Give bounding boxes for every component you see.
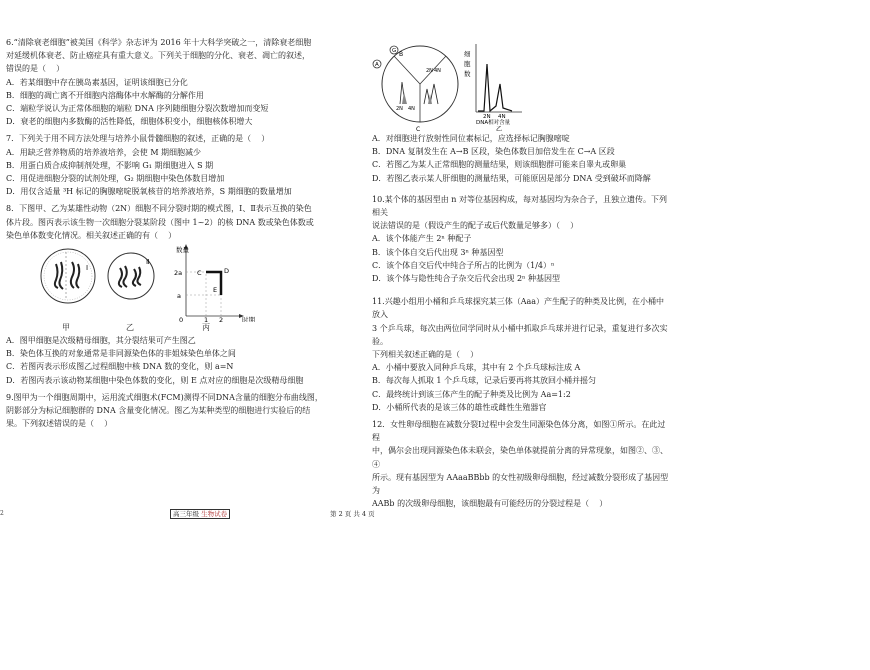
label-g: G xyxy=(392,48,397,54)
q11-option-d: D．小桶所代表的是该三体的雄性或雌性生殖器官 xyxy=(372,402,547,412)
question-6 xyxy=(6,36,368,128)
q10-option-b: B．该个体自交后代出现 3ⁿ 种基因型 xyxy=(372,247,504,257)
x-2n: 2N xyxy=(483,114,491,120)
x-origin: 0 xyxy=(179,316,184,323)
cell-jia xyxy=(41,249,95,303)
q11-option-a: A．小桶中要放入同种乒乓球，其中有 2 个乒乓球标注成 A xyxy=(372,363,581,373)
label-c: C xyxy=(416,126,421,132)
q9-stem-line: 阴影部分为标记细胞群的 DNA 含量变化情况。图乙为某种类型的细胞进行实验后的结 xyxy=(6,406,311,416)
y-title-char: 胞 xyxy=(464,60,471,68)
grade-badge xyxy=(170,509,230,519)
cell-cycle-circle xyxy=(373,46,458,132)
q8-figure-labels xyxy=(6,322,368,334)
peak-4n: 4N xyxy=(408,106,415,112)
label-bing: 丙 xyxy=(202,323,210,333)
q9-stem-line: 果。下列叙述错误的是（ ） xyxy=(6,419,113,429)
y-tick-a: a xyxy=(177,292,181,301)
q12-stem-line: 12．女性卵母细胞在减数分裂Ⅰ过程中会发生同源染色体分离，如图①所示。在此过程 xyxy=(372,420,666,443)
q8-figure xyxy=(6,242,368,322)
q9-options xyxy=(372,132,672,185)
q8-stem-line: 8．下图甲、乙为某雄性动物（2N）细胞不同分裂时期的模式图，Ⅰ、Ⅱ表示互换的染色 xyxy=(6,204,312,214)
q12-stem-line: 中，偶尔会出现同源染色体未联会，染色单体就提前分离的异常现象，如图②、③、④ xyxy=(372,446,668,469)
question-12 xyxy=(372,418,672,510)
q9-figure xyxy=(372,34,672,132)
q6-stem-line: 6.“清除衰老细胞”被美国《科学》杂志评为 2016 年十大科学突破之一，清除衰老细胞 xyxy=(6,38,312,47)
q6-option-d: D．衰老的细胞内多数酶的活性降低，细胞体积变小，细胞核体积增大 xyxy=(6,117,253,127)
q11-stem-line: 3 个乒乓球，每次由两位同学同时从小桶中抓取乒乓球并进行记录，重复进行多次实验。 xyxy=(372,323,668,346)
subject-text: 生物试卷 xyxy=(201,510,228,518)
point-e: E xyxy=(213,286,218,295)
q9-option-d: D．若图乙表示某人肝细胞的测量结果，可能原因是部分 DNA 受到破坏而降解 xyxy=(372,173,651,183)
q7-option-a: A．用缺乏营养物质的培养液培养，会使 M 期细胞减少 xyxy=(6,147,202,157)
grade-text: 高三年级 xyxy=(173,510,199,518)
question-11 xyxy=(372,295,672,414)
q9-option-c: C．若图乙为某人正常细胞的测量结果，则该细胞群可能来自睾丸或卵巢 xyxy=(372,160,627,170)
x-tick-1: 1 xyxy=(204,316,209,323)
label-yi-9: 乙 xyxy=(496,126,503,132)
q9-option-b: B．DNA 复制发生在 A→B 区段，染色体数目加倍发生在 C→A 区段 xyxy=(372,147,615,157)
q9-figure-svg xyxy=(372,34,672,132)
x-title: DNA相对含量 xyxy=(476,120,511,126)
label-jia: 甲 xyxy=(62,323,70,333)
y-title-char: 数 xyxy=(464,70,471,78)
dna-histogram xyxy=(464,44,522,132)
q11-option-b: B．每次每人抓取 1 个乒乓球，记录后要再将其放回小桶并摇匀 xyxy=(372,376,597,386)
q12-stem-line: AABb 的次级卵母细胞，该细胞最有可能经历的分裂过程是（ ） xyxy=(372,499,608,509)
label-b: B xyxy=(399,51,404,58)
x-axis-title: 时期 xyxy=(242,316,255,323)
cell-yi xyxy=(108,253,154,299)
q11-stem-line: 11.兴趣小组用小桶和乒乓球探究某三体（Aaa）产生配子的种类及比例，在小桶中放入 xyxy=(372,297,665,320)
q6-option-a: A．若某细胞中存在胰岛素基因，证明该细胞已分化 xyxy=(6,77,188,87)
q6-option-b: B．细胞的凋亡离不开细胞内溶酶体中水解酶的分解作用 xyxy=(6,90,204,100)
footer-exam-label xyxy=(170,509,230,518)
question-9 xyxy=(6,391,368,431)
question-7 xyxy=(6,132,368,198)
peak-4n-b: 4N xyxy=(434,68,441,74)
q9-option-a: A．对细胞进行放射性同位素标记，应选择标记胸腺嘧啶 xyxy=(372,134,570,143)
x-tick-2: 2 xyxy=(219,316,224,323)
question-8 xyxy=(6,202,368,386)
q7-stem-line: 7．下列关于用不同方法处理与培养小鼠骨髓细胞的叙述，正确的是（ ） xyxy=(6,134,270,144)
q8-stem-line: 染色单体数变化情况。相关叙述正确的有（ ） xyxy=(6,230,177,240)
left-column xyxy=(6,36,368,434)
q11-option-c: C．最终统计到该三体产生的配子种类及比例为 Aa=1:2 xyxy=(372,389,571,399)
edge-mark: 2 xyxy=(0,510,4,517)
q10-stem-line: 说法错误的是（假设产生的配子或后代数量足够多）（ ） xyxy=(372,221,579,231)
q8-figure-svg xyxy=(6,242,368,322)
q7-option-b: B．用蛋白质合成抑制剂处理，不影响 G₁ 期细胞进入 S 期 xyxy=(6,160,214,170)
right-column xyxy=(372,34,672,514)
q6-stem-line: 对延缓机体衰老、防止癌症具有重大意义。下列关于细胞的分化、衰老、凋亡的叙述， xyxy=(6,51,310,61)
mark-1: Ⅰ xyxy=(86,264,89,273)
mark-2: Ⅱ xyxy=(146,258,150,267)
point-c: C xyxy=(197,269,202,278)
q12-stem-line: 所示。现有基因型为 AAaaBBbb 的女性初级卵母细胞，经过减数分裂形成了基因型为 xyxy=(372,472,669,496)
q7-option-c: C．用促进细胞分裂的试剂处理，G₂ 期细胞中染色体数目增加 xyxy=(6,174,225,184)
y-tick-2a: 2a xyxy=(174,269,183,278)
page-number: 第 2 页 共 4 页 xyxy=(330,510,375,518)
q9-stem-line: 9.图甲为一个细胞周期中，运用流式细胞术(FCM)测得不同DNA含量的细胞分布曲线图， xyxy=(6,392,323,402)
peak-2n: 2N xyxy=(396,106,403,112)
x-4n: 4N xyxy=(498,114,506,120)
y-axis-title: 数量 xyxy=(176,246,189,255)
q8-stem-line: 体片段。图丙表示该生物一次细胞分裂某阶段（图中 1~2）的核 DNA 数或染色体数或 xyxy=(6,217,314,227)
q8-option-d: D．若图丙表示该动物某细胞中染色体数的变化，则 E 点对应的细胞是次级精母细胞 xyxy=(6,375,304,385)
q6-option-c: C．端粒学说认为正常体细胞的端粒 DNA 序列随细胞分裂次数增加而变短 xyxy=(6,104,269,114)
peak-2n-b: 2N xyxy=(426,68,433,74)
q8-option-c: C．若图丙表示形成图乙过程细胞中核 DNA 数的变化，则 a=N xyxy=(6,362,234,372)
q10-option-d: D．该个体与隐性纯合子杂交后代会出现 2ⁿ 种基因型 xyxy=(372,274,561,284)
q8-option-a: A．图甲细胞是次级精母细胞，其分裂结果可产生图乙 xyxy=(6,336,196,346)
q8-option-b: B．染色体互换的对象通常是非同源染色体的非姐妹染色单体之间 xyxy=(6,349,236,359)
q6-stem-line: 错误的是（ ） xyxy=(6,64,65,74)
graph-bing xyxy=(174,244,256,322)
point-d: D xyxy=(224,267,230,276)
y-title-char: 细 xyxy=(464,50,471,58)
q10-option-c: C．该个体自交后代中纯合子所占的比例为（1/4）ⁿ xyxy=(372,260,555,270)
question-10 xyxy=(372,193,672,285)
label-yi: 乙 xyxy=(126,323,134,333)
q11-stem-line: 下列相关叙述正确的是（ ） xyxy=(372,350,479,360)
q10-stem-line: 10.某个体的基因型由 n 对等位基因构成，每对基因均为杂合子，且独立遗传。下列相关 xyxy=(372,194,667,218)
q10-option-a: A．该个体能产生 2ⁿ 种配子 xyxy=(372,234,472,244)
q7-option-d: D．用仅含适量 ³H 标记的胸腺嘧啶脱氧核苷的培养液培养，S 期细胞的数量增加 xyxy=(6,187,292,197)
label-a: A xyxy=(375,62,379,68)
